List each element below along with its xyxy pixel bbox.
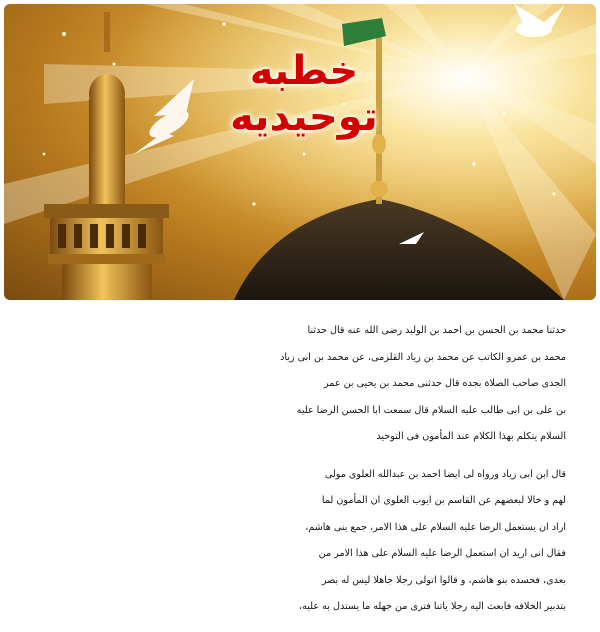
text-line: لهم و خالا لبعضهم عن القاسم بن ایوب العلوی ان المأمون لما (321, 495, 566, 506)
title-line-1: خطبه (249, 48, 359, 94)
text-line: محمد بن عمرو الکاتب عن محمد بن زیاد القلزمی، عن محمد بن ابی زیاد (280, 351, 566, 363)
text-line: بتدبیر الخلافه فابعث الیه رجلا یاتنا فتری من جهله ما یستدل به علیه، (299, 601, 566, 612)
paragraph-1 (34, 318, 566, 451)
title-line-2: توحیدیه (230, 94, 378, 140)
sermon-text (34, 318, 566, 632)
text-line: السلام یتکلم بهذا الکلام عند المأمون فی التوحید (376, 431, 566, 442)
text-line: بن علی بن ابی طالب علیه السلام قال سمعت ابا الحسن الرضا علیه (296, 404, 566, 416)
text-line: اراد ان یستعمل الرضا علیه السلام علی هذا الامر، جمع بنی هاشم، (305, 521, 566, 533)
text-line: الجدی صاحب الصلاة بجده قال حدثنی محمد بن یحیی بن عمر (323, 378, 566, 389)
text-line: فقال انی ارید ان استعمل الرضا علیه السلام علی هذا الامر من (318, 548, 566, 559)
text-line: حدثنا محمد بن الحسن بن احمد بن الولید رضی الله عنه قال حدثنا (307, 325, 566, 336)
text-line: قال ابن ابی زیاد ورواه لی ایضا احمد بن عبدالله العلوی مولی (324, 468, 566, 480)
paragraph-2 (34, 462, 566, 621)
text-line: بعدی، فحسده بنو هاشم، و قالوا اتولی رجلا جاهلا لیس له بصر (321, 574, 566, 586)
